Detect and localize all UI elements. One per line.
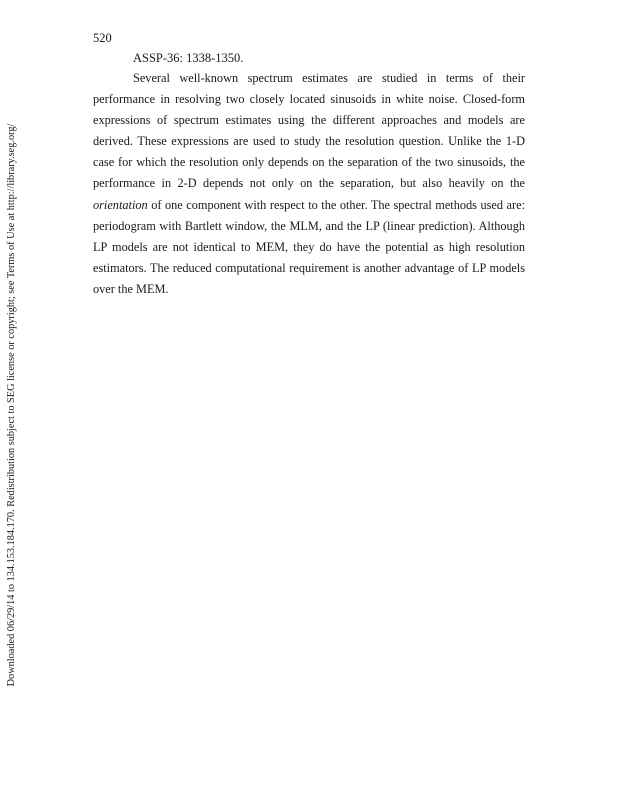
abstract-text-start: Several well-known spectrum estimates are studied in terms of their performance in resolving two closely located sinusoids in white noise. Closed-form expressions of spectrum estimates using the different approaches and models are derived. These expressions are used to study the resolution question. Unlike the 1-D case for which the resolution only depends on the separation of the two sinusoids, the performance in 2-D depends not only on the separation, but also heavily on the <box>93 71 525 191</box>
download-notice <box>0 0 24 800</box>
page-number: 520 <box>93 31 112 45</box>
reference-citation-tail: ASSP-36: 1338-1350. <box>133 51 244 65</box>
abstract-text-end: of one component with respect to the other. The spectral methods used are: periodogram with Bartlett window, the MLM, and the LP (linear prediction). Although LP models are not identical to MEM, they do have the potential as high resolution estimators. The reduced computational requirement is another advantage of LP models over the MEM. <box>93 197 525 296</box>
abstract-italic-term: orientation <box>93 197 148 212</box>
abstract-paragraph <box>93 68 525 300</box>
download-notice-text: Downloaded 06/29/14 to 134.153.184.170. Redistribution subject to SEG license or copyright; see Terms of Use at http://library.seg.org/ <box>6 123 17 687</box>
